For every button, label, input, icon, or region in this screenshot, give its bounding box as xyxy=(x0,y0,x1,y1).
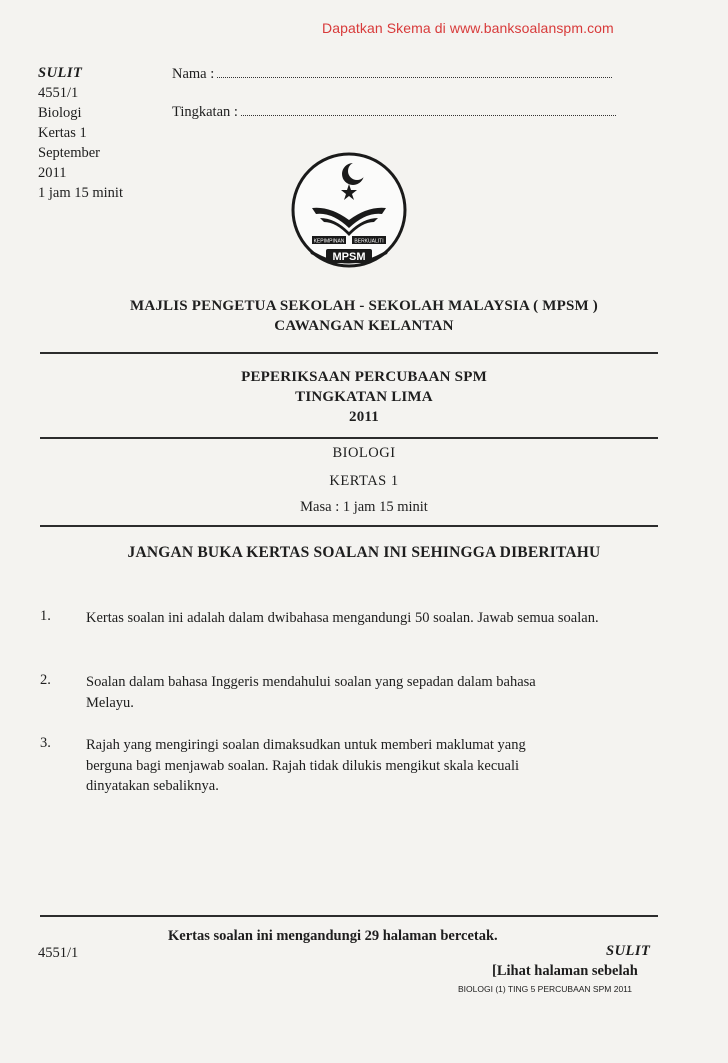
paper-subject: BIOLOGI xyxy=(332,445,396,461)
footer-sulit-label: SULIT xyxy=(606,943,651,959)
name-blank[interactable] xyxy=(217,66,612,78)
form-blank[interactable] xyxy=(241,104,616,116)
paper-code: 4551/1 xyxy=(38,85,79,101)
name-field[interactable] xyxy=(172,66,612,83)
warning-text: JANGAN BUKA KERTAS SOALAN INI SEHINGGA DIBERITAHU xyxy=(127,544,601,561)
paper-number: Kertas 1 xyxy=(38,125,87,141)
logo-left-banner: KEPIMPINAN xyxy=(313,238,345,245)
watermark-link[interactable]: Dapatkan Skema di www.banksoalanspm.com xyxy=(322,20,614,36)
instruction-number: 3. xyxy=(40,735,51,751)
divider xyxy=(40,915,658,917)
organisation-title: MAJLIS PENGETUA SEKOLAH - SEKOLAH MALAYSIA ( MPSM ) xyxy=(129,298,599,314)
divider xyxy=(40,437,658,439)
footer-small-print: BIOLOGI (1) TING 5 PERCUBAAN SPM 2011 xyxy=(458,984,632,994)
mpsm-logo xyxy=(290,148,408,273)
footer-paper-code: 4551/1 xyxy=(38,945,79,961)
instruction-number: 2. xyxy=(40,672,51,688)
logo-acronym: MPSM xyxy=(332,251,366,263)
form-field[interactable] xyxy=(172,104,616,121)
subject-name: Biologi xyxy=(38,105,82,121)
exam-duration: 1 jam 15 minit xyxy=(38,185,123,201)
page-count-note: Kertas soalan ini mengandungi 29 halaman bercetak. xyxy=(168,928,498,944)
exam-year: 2011 xyxy=(38,165,67,181)
name-label: Nama : xyxy=(172,66,215,82)
exam-title: PEPERIKSAAN PERCUBAAN SPM xyxy=(241,369,487,385)
instruction-text: Rajah yang mengiringi soalan dimaksudkan untuk memberi maklumat yang berguna bagi menjawab soalan. Rajah tidak dilukis mengikut skala kecuali dinyatakan sebaliknya. xyxy=(86,737,526,794)
exam-form: TINGKATAN LIMA xyxy=(295,389,433,405)
paper-time: Masa : 1 jam 15 minit xyxy=(300,499,428,515)
paper-number-heading: KERTAS 1 xyxy=(329,473,399,489)
sulit-label: SULIT xyxy=(38,65,83,81)
exam-month: September xyxy=(38,145,101,161)
divider xyxy=(40,352,658,354)
divider xyxy=(40,525,658,527)
next-page-note: [Lihat halaman sebelah xyxy=(492,963,638,979)
organisation-branch: CAWANGAN KELANTAN xyxy=(274,318,454,334)
exam-year-heading: 2011 xyxy=(349,409,379,425)
form-label: Tingkatan : xyxy=(172,104,238,120)
instruction-number: 1. xyxy=(40,608,51,624)
instruction-text: Kertas soalan ini adalah dalam dwibahasa mengandungi 50 soalan. Jawab semua soalan. xyxy=(86,610,599,626)
logo-right-banner: BERKUALITI xyxy=(354,238,384,245)
instruction-text: Soalan dalam bahasa Inggeris mendahului soalan yang sepadan dalam bahasa Melayu. xyxy=(86,674,536,711)
